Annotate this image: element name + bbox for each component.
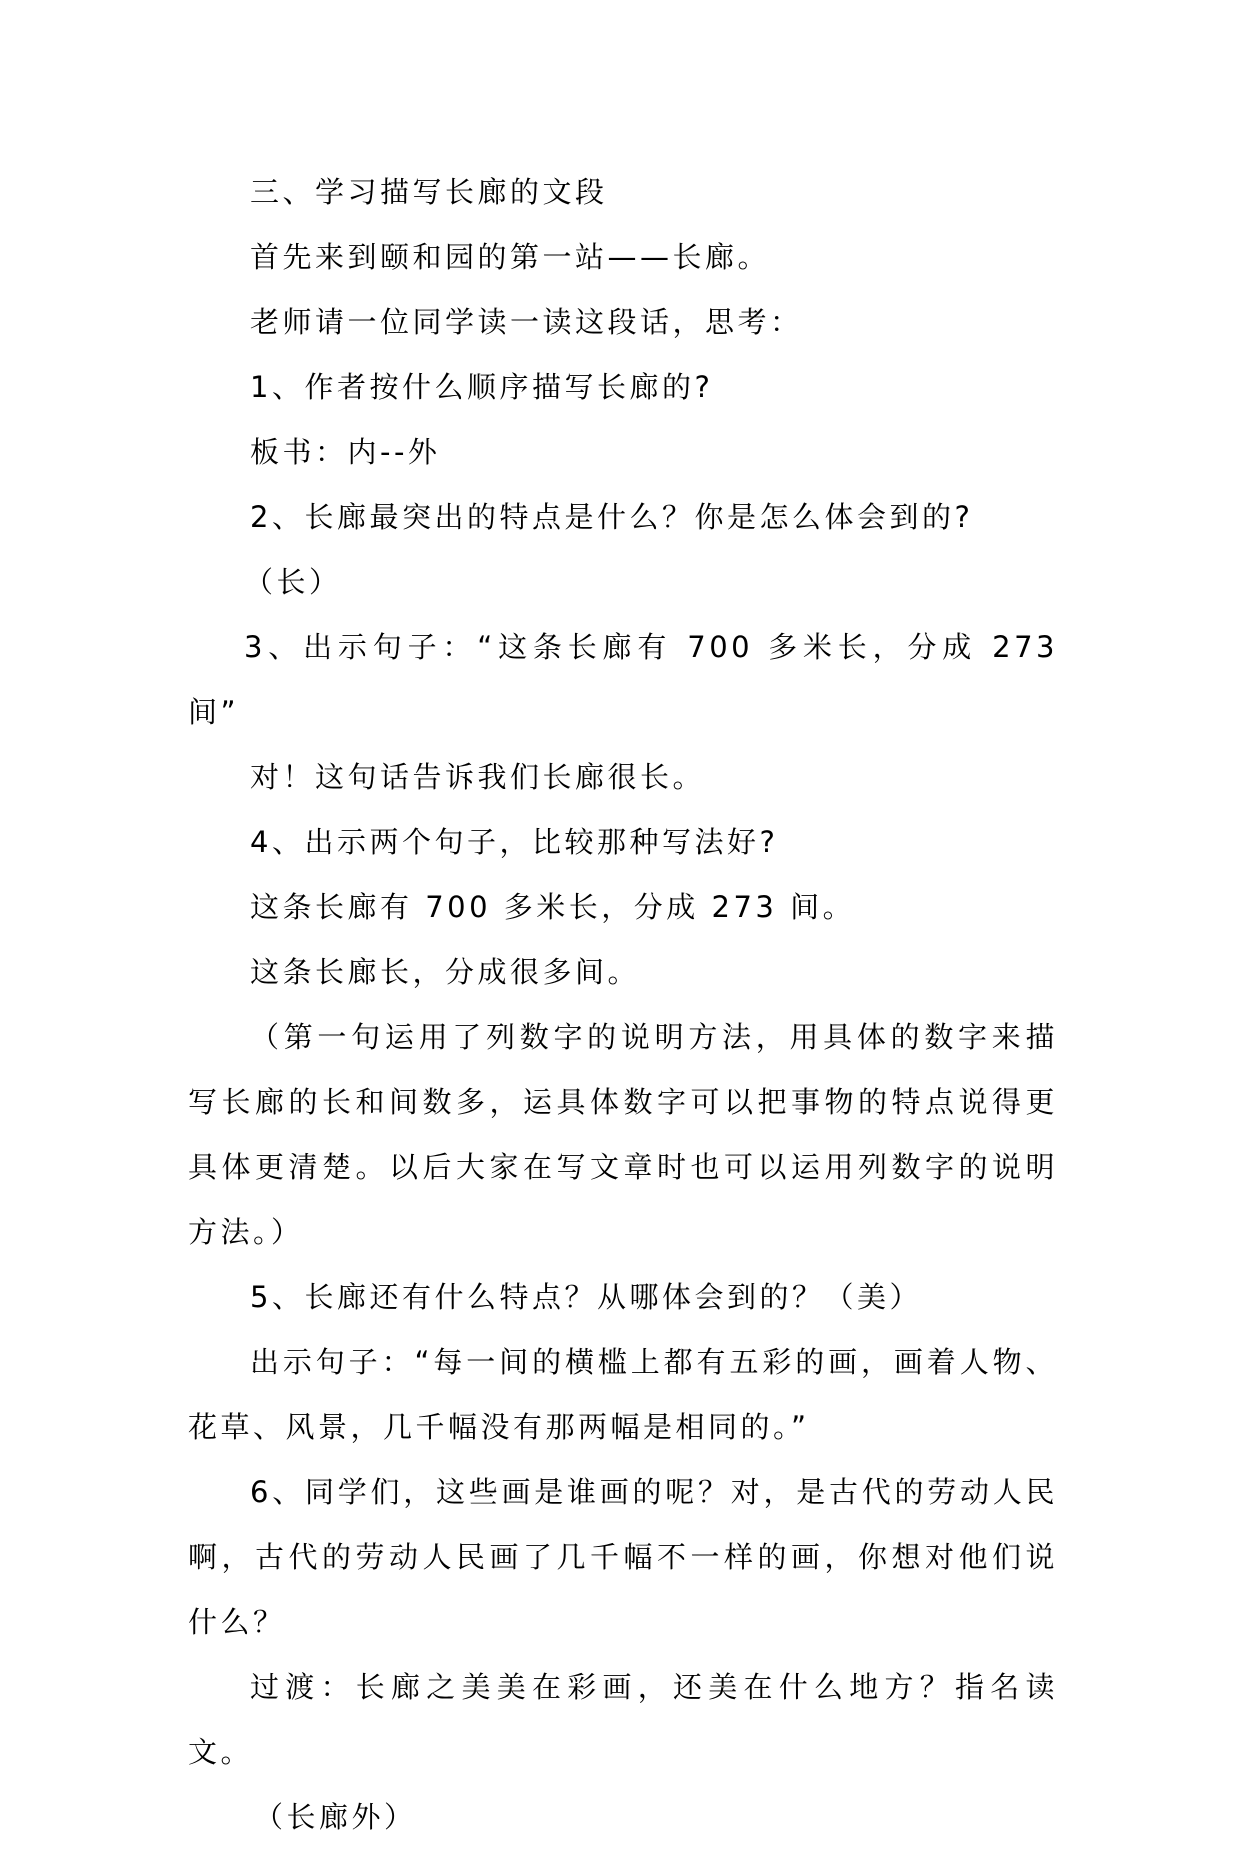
paragraph-1: 首先来到颐和园的第一站——长廊。 <box>250 240 771 274</box>
explanation-paragraph: （第一句运用了列数字的说明方法，用具体的数字来描写长廊的长和间数多，运具体数字可以把事物的特点说得更具体更清楚。以后大家在写文章时也可以运用列数字的说明方法。） <box>188 1020 1058 1249</box>
sentence-b: 这条长廊长，分成很多间。 <box>250 955 641 989</box>
question-4: 4、出示两个句子，比较那种写法好? <box>250 825 779 859</box>
section-heading: 三、学习描写长廊的文段 <box>250 175 608 209</box>
paragraph-2: 老师请一位同学读一读这段话，思考： <box>250 305 803 339</box>
closing-note: （长廊外） <box>254 1800 417 1834</box>
sentence-a: 这条长廊有 700 多米长，分成 273 间。 <box>250 890 856 924</box>
answer-3: 对！这句话告诉我们长廊很长。 <box>250 760 706 794</box>
transition: 过渡：长廊之美美在彩画，还美在什么地方？指名读文。 <box>188 1670 1058 1769</box>
question-5: 5、长廊还有什么特点？从哪体会到的？（美） <box>250 1280 922 1314</box>
question-2: 2、长廊最突出的特点是什么？你是怎么体会到的? <box>250 500 974 534</box>
board-note: 板书：内--外 <box>250 435 441 469</box>
answer-2: （长） <box>244 565 342 599</box>
document-body <box>188 160 1058 1850</box>
quoted-sentence: 出示句子：“每一间的横槛上都有五彩的画，画着人物、花草、风景，几千幅没有那两幅是相同的。” <box>188 1345 1058 1444</box>
question-3: 3、出示句子：“这条长廊有 700 多米长，分成 273 间” <box>188 630 1058 729</box>
question-1: 1、作者按什么顺序描写长廊的? <box>250 370 714 404</box>
question-6: 6、同学们，这些画是谁画的呢？对，是古代的劳动人民啊，古代的劳动人民画了几千幅不一样的画，你想对他们说什么？ <box>188 1475 1058 1639</box>
